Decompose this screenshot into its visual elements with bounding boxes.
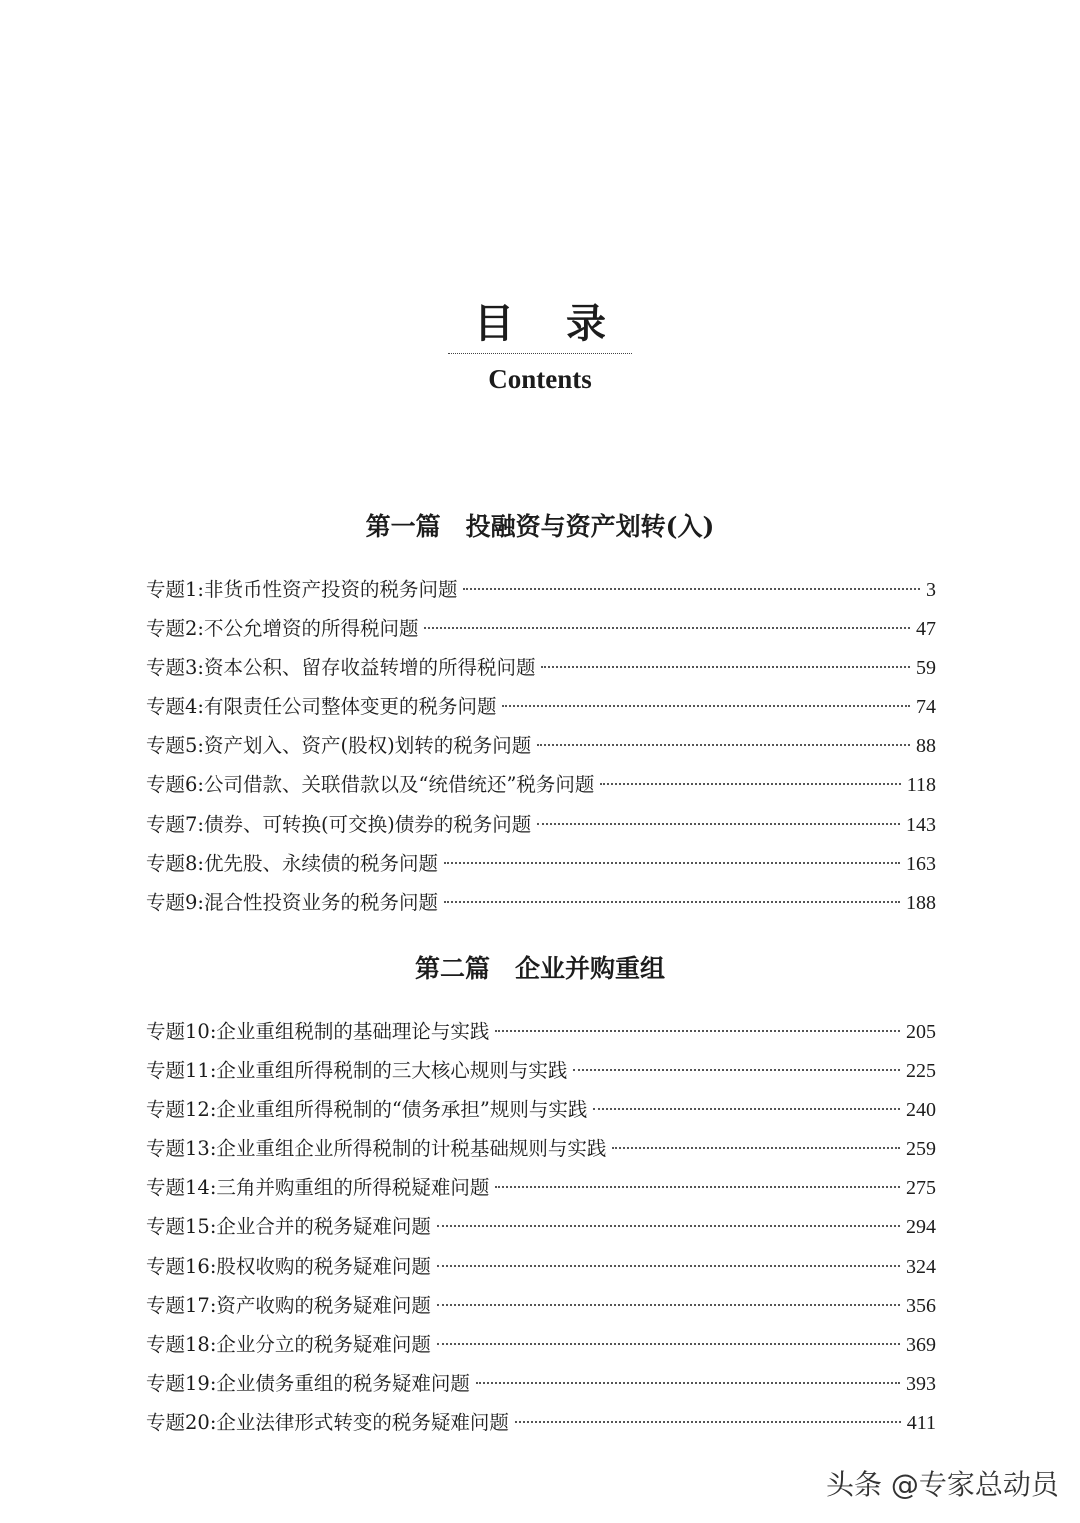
toc-entry[interactable] [146,1364,936,1403]
dot-leader [537,744,910,746]
toc-entry-title: 专题15:企业合并的税务疑难问题 [146,1215,431,1239]
dot-leader [476,1382,900,1384]
toc-entry-page-number: 88 [916,735,936,758]
toc-entry-title: 专题9:混合性投资业务的税务问题 [146,890,438,914]
dot-leader [444,862,900,864]
toc-entry-title: 专题20:企业法律形式转变的税务疑难问题 [146,1410,509,1434]
toc-entry[interactable] [146,609,936,648]
dot-leader [444,901,900,903]
toc-entry-title: 专题2:不公允增资的所得税问题 [146,617,419,641]
toc-entry-page-number: 188 [906,891,936,914]
toc-entry-title: 专题14:三角并购重组的所得税疑难问题 [146,1176,490,1200]
dot-leader [612,1147,900,1149]
toc-entry[interactable] [146,1168,936,1207]
toc-list-part-2 [146,1012,936,1442]
title-divider [448,353,632,354]
dot-leader [537,823,900,825]
toc-entry-page-number: 74 [916,696,936,719]
toc-entry[interactable] [146,765,936,804]
dot-leader [437,1225,900,1227]
toc-entry-title: 专题10:企业重组税制的基础理论与实践 [146,1020,490,1043]
toc-entry-title: 专题1:非货币性资产投资的税务问题 [146,578,458,601]
toc-entry-title: 专题8:优先股、永续债的税务问题 [146,851,438,875]
toc-entry-page-number: 411 [906,1411,936,1434]
toc-entry[interactable] [146,726,936,765]
part-heading-2: 第二篇 企业并购重组 [414,954,665,983]
part-heading-1: 第一篇 投融资与资产划转(入) [365,512,715,541]
toc-entry[interactable] [146,844,936,883]
dot-leader [495,1030,900,1032]
toc-entry[interactable] [146,1012,936,1051]
toc-entry-page-number: 294 [906,1216,936,1239]
toc-entry-title: 专题12:企业重组所得税制的“债务承担”规则与实践 [146,1098,588,1122]
dot-leader [593,1108,900,1110]
toc-entry[interactable] [146,1129,936,1168]
dot-leader [502,705,910,707]
toc-entry-page-number: 259 [906,1138,936,1161]
toc-entry[interactable] [146,1090,936,1129]
toc-entry[interactable] [146,1403,936,1442]
dot-leader [424,627,910,629]
watermark-text: 头条 @专家总动员 [826,1468,1059,1501]
page-title: 目录 [474,300,658,347]
toc-entry-page-number: 205 [906,1021,936,1043]
toc-entry-page-number: 324 [906,1255,936,1278]
toc-entry-page-number: 163 [906,852,936,875]
toc-entry-title: 专题19:企业债务重组的税务疑难问题 [146,1371,470,1395]
toc-entry[interactable] [146,1207,936,1246]
dot-leader [515,1421,901,1423]
toc-entry-page-number: 59 [916,657,936,680]
toc-entry[interactable] [146,687,936,726]
dot-leader [463,588,920,590]
dot-leader [573,1069,900,1071]
dot-leader [600,783,900,785]
toc-entry[interactable] [146,1247,936,1286]
dot-leader [541,666,910,668]
toc-entry[interactable] [146,883,936,922]
toc-entry[interactable] [146,570,936,609]
dot-leader [437,1304,900,1306]
toc-entry-page-number: 393 [906,1372,936,1395]
dot-leader [495,1186,900,1188]
toc-entry-title: 专题17:资产收购的税务疑难问题 [146,1293,431,1317]
toc-entry[interactable] [146,1325,936,1364]
toc-entry[interactable] [146,1051,936,1090]
toc-entry-title: 专题3:资本公积、留存收益转增的所得税问题 [146,656,536,680]
dot-leader [437,1343,900,1345]
toc-entry-page-number: 143 [906,813,936,836]
toc-entry[interactable] [146,805,936,844]
toc-entry-title: 专题11:企业重组所得税制的三大核心规则与实践 [146,1059,568,1083]
toc-list-part-1 [146,570,936,922]
toc-entry-title: 专题6:公司借款、关联借款以及“统借统还”税务问题 [146,773,595,797]
toc-entry-page-number: 356 [906,1294,936,1317]
toc-entry-page-number: 275 [906,1177,936,1200]
toc-entry-title: 专题16:股权收购的税务疑难问题 [146,1254,431,1278]
toc-entry-title: 专题13:企业重组企业所得税制的计税基础规则与实践 [146,1137,607,1161]
toc-entry-page-number: 369 [906,1333,936,1356]
toc-entry[interactable] [146,648,936,687]
toc-entry-page-number: 47 [916,618,936,641]
toc-entry-title: 专题4:有限责任公司整体变更的税务问题 [146,695,497,719]
toc-entry-page-number: 3 [926,579,936,601]
toc-entry-title: 专题5:资产划入、资产(股权)划转的税务问题 [146,734,532,758]
toc-entry-title: 专题7:债券、可转换(可交换)债券的税务问题 [146,812,532,836]
page-subtitle: Contents [488,364,592,394]
toc-entry-page-number: 240 [906,1099,936,1122]
toc-entry-page-number: 225 [906,1060,936,1083]
toc-entry-title: 专题18:企业分立的税务疑难问题 [146,1332,431,1356]
dot-leader [437,1265,900,1267]
toc-entry-page-number: 118 [906,774,936,797]
toc-entry[interactable] [146,1286,936,1325]
